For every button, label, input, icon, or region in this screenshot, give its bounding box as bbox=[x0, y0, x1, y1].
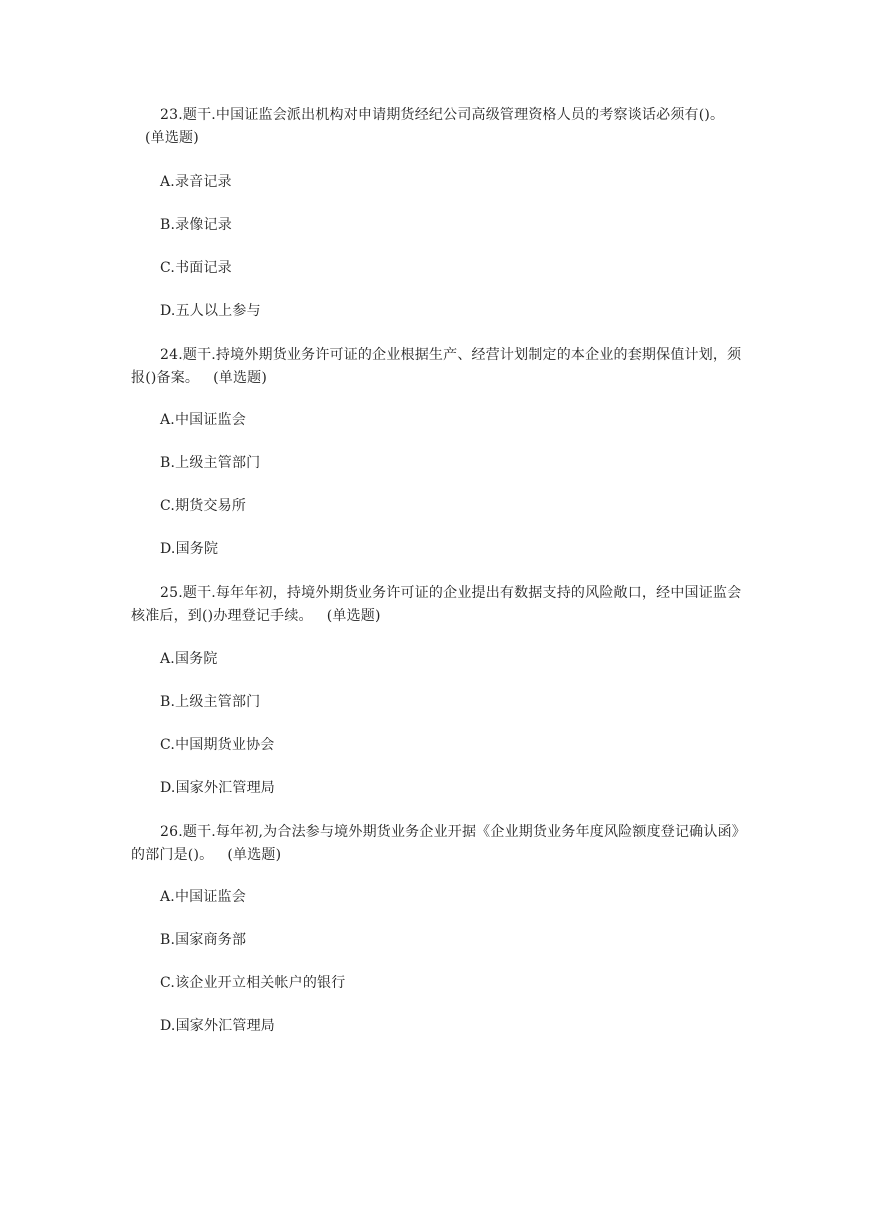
question-text: 23.题干.中国证监会派出机构对申请期货经纪公司高级管理资格人员的考察谈话必须有()。 bbox=[160, 107, 725, 123]
question-26-stem bbox=[131, 821, 751, 867]
question-24-stem bbox=[131, 344, 751, 390]
question-26-option-c: C.该企业开立相关帐户的银行 bbox=[160, 975, 346, 991]
question-24-option-a: A.中国证监会 bbox=[160, 412, 246, 428]
question-26-option-a: A.中国证监会 bbox=[160, 889, 246, 905]
question-25-option-d: D.国家外汇管理局 bbox=[160, 780, 275, 796]
question-25-option-b: B.上级主管部门 bbox=[160, 694, 261, 710]
question-24-option-c: C.期货交易所 bbox=[160, 498, 247, 514]
question-23-stem bbox=[131, 104, 751, 150]
question-type: (单选题) bbox=[145, 130, 199, 146]
question-26-option-b: B.国家商务部 bbox=[160, 932, 247, 948]
question-type: (单选题) bbox=[326, 608, 381, 624]
question-25-stem bbox=[131, 582, 751, 628]
question-26-option-d: D.国家外汇管理局 bbox=[160, 1018, 275, 1034]
question-type: (单选题) bbox=[227, 847, 282, 863]
question-23-option-a: A.录音记录 bbox=[160, 174, 232, 190]
question-type: (单选题) bbox=[213, 370, 268, 386]
question-25-option-a: A.国务院 bbox=[160, 651, 218, 667]
question-24-option-d: D.国务院 bbox=[160, 541, 219, 557]
question-23-option-b: B.录像记录 bbox=[160, 217, 232, 233]
question-text: 25.题干.每年年初，持境外期货业务许可证的企业提出有数据支持的风险敞口，经中国证监会核准后，到()办理登记手续。 bbox=[131, 585, 742, 624]
question-text: 26.题干.每年初,为合法参与境外期货业务企业开据《企业期货业务年度风险额度登记确认函》的部门是()。 bbox=[131, 824, 746, 863]
question-text: 24.题干.持境外期货业务许可证的企业根据生产、经营计划制定的本企业的套期保值计划，须报()备案。 bbox=[131, 347, 742, 386]
question-24-option-b: B.上级主管部门 bbox=[160, 455, 261, 471]
question-23-option-c: C.书面记录 bbox=[160, 260, 232, 276]
question-25-option-c: C.中国期货业协会 bbox=[160, 737, 275, 753]
question-23-option-d: D.五人以上参与 bbox=[160, 303, 261, 319]
